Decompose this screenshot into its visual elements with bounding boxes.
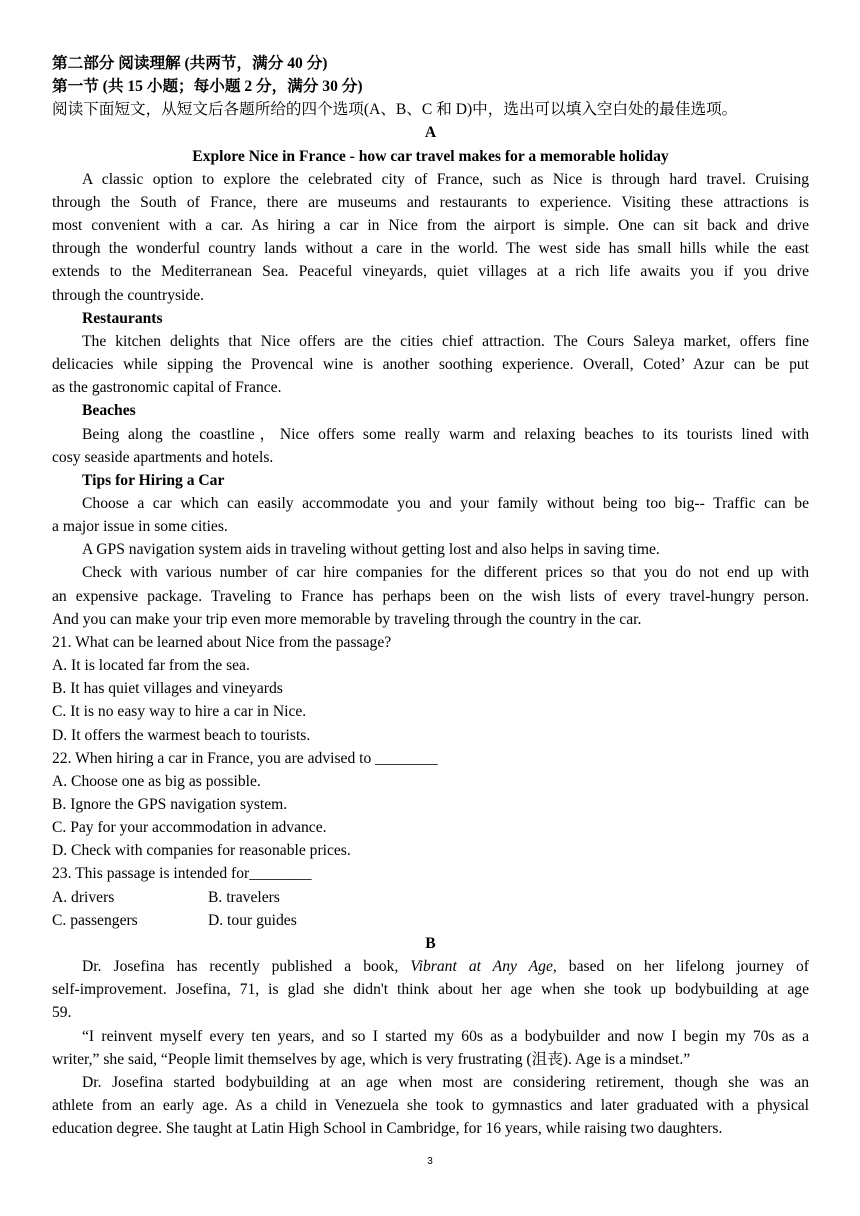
page-number: 3 [427, 1156, 433, 1167]
part-heading: 第二部分 阅读理解 (共两节，满分 40 分) [52, 55, 328, 72]
question-stem: 23. This passage is intended for________ [52, 865, 312, 883]
option-a: A. drivers [52, 888, 115, 906]
beaches-paragraph [52, 423, 809, 469]
options-row-2 [52, 909, 809, 932]
option-b: B. It has quiet villages and vineyards [52, 680, 283, 698]
option-b: B. Ignore the GPS navigation system. [52, 796, 288, 813]
option-a: A. It is located far from the sea. [52, 657, 250, 675]
text-line: Check with various number of car hire companies for the different prices so that you do not end up with [82, 564, 809, 582]
passage-a-letter: A [424, 124, 437, 142]
text-line: A classic option to explore the celebrated city of France, such as Nice is through hard travel. Cruising [82, 170, 809, 188]
option-d: D. tour guides [208, 911, 297, 929]
option-c: C. passengers [52, 911, 138, 929]
exam-page [52, 52, 809, 1140]
passage-b-letter: B [425, 934, 436, 952]
tips-paragraph-1 [52, 492, 809, 538]
text-line: Dr. Josefina started bodybuilding at an age when most are considering retirement, though she was an [82, 1073, 809, 1091]
passage-b-paragraph-1 [52, 955, 809, 1024]
text-line: writer,” she said, “People limit themselves by age, which is very frustrating (沮丧). Age is a mindset.” [52, 1050, 691, 1068]
text-line: Being along the coastline，Nice offers some really warm and relaxing beaches to its tourists lined with [82, 425, 809, 443]
text-line: “I reinvent myself every ten years, and so I started my 60s as a bodybuilder and now I begin my 70s as a [82, 1027, 809, 1045]
text-line: education degree. She taught at Latin High School in Cambridge, for 16 years, while raising two daughters. [52, 1120, 723, 1138]
option-a: A. Choose one as big as possible. [52, 772, 261, 790]
option-c: C. It is no easy way to hire a car in Nice. [52, 703, 307, 721]
passage-b-paragraph-3 [52, 1071, 809, 1140]
question-22 [52, 747, 809, 863]
tips-paragraph-3 [52, 561, 809, 630]
question-stem: 22. When hiring a car in France, you are advised to ________ [52, 749, 438, 767]
text-line: as the gastronomic capital of France. [52, 379, 282, 397]
text-line: extends to the Mediterranean Sea. Peaceful vineyards, quiet villages at a rich life awaits you if you drive [52, 263, 809, 281]
text-line: athlete from an early age. As a child in Venezuela she took to gymnastics and later graduated with a physical [52, 1097, 809, 1115]
tips-paragraph-2: A GPS navigation system aids in traveling without getting lost and also helps in saving time. [82, 541, 660, 559]
text-line: And you can make your trip even more memorable by traveling through the country in the car. [52, 610, 642, 628]
text-run: , based on her lifelong journey of [552, 958, 809, 976]
passage-a-intro [52, 168, 809, 307]
text-line: The kitchen delights that Nice offers are the cities chief attraction. The Cours Saleya market, offers fine [82, 332, 809, 350]
restaurants-heading: Restaurants [82, 309, 163, 327]
option-c: C. Pay for your accommodation in advance. [52, 819, 327, 837]
passage-b-paragraph-2 [52, 1025, 809, 1071]
text-line: cosy seaside apartments and hotels. [52, 448, 274, 466]
text-line: delicacies while sipping the Provencal wine is another soothing experience. Overall, Coted’ Azur can be put [52, 356, 809, 374]
text-line: 59. [52, 1004, 72, 1022]
option-b: B. travelers [208, 888, 280, 906]
question-stem: 21. What can be learned about Nice from the passage? [52, 633, 392, 651]
question-23 [52, 862, 809, 931]
text-line: through the countryside. [52, 286, 205, 304]
tips-heading: Tips for Hiring a Car [82, 471, 225, 489]
instructions: 阅读下面短文，从短文后各题所给的四个选项(A、B、C 和 D)中，选出可以填入空白处的最佳选项。 [52, 101, 738, 119]
option-d: D. It offers the warmest beach to tourists. [52, 726, 311, 744]
text-line: an expensive package. Traveling to France has perhaps been on the wish lists of every travel-hungry person. [52, 587, 809, 605]
text-line [52, 955, 809, 978]
text-line: self-improvement. Josefina, 71, is glad she didn't think about her age when she took up bodybuilding at age [52, 981, 809, 999]
text-line: Choose a car which can easily accommodate you and your family without being too big-- Traffic can be [82, 494, 809, 512]
options-row-1 [52, 886, 809, 909]
text-run: Dr. Josefina has recently published a book, [82, 958, 411, 976]
text-line: through the wonderful country lands without a care in the world. The west side has small hills while the east [52, 240, 809, 258]
beaches-heading: Beaches [82, 402, 136, 420]
passage-a-title: Explore Nice in France - how car travel makes for a memorable holiday [192, 147, 669, 165]
question-21 [52, 631, 809, 747]
restaurants-paragraph [52, 330, 809, 399]
text-line: through the South of France, there are museums and restaurants to experience. Visiting these attractions is [52, 193, 809, 211]
text-line: a major issue in some cities. [52, 518, 228, 536]
text-line: most convenient with a car. As hiring a car in Nice from the airport is simple. One can sit back and drive [52, 217, 809, 235]
book-title: Vibrant at Any Age [410, 958, 553, 976]
section-heading: 第一节 (共 15 小题；每小题 2 分，满分 30 分) [52, 78, 363, 96]
option-d: D. Check with companies for reasonable prices. [52, 842, 351, 860]
